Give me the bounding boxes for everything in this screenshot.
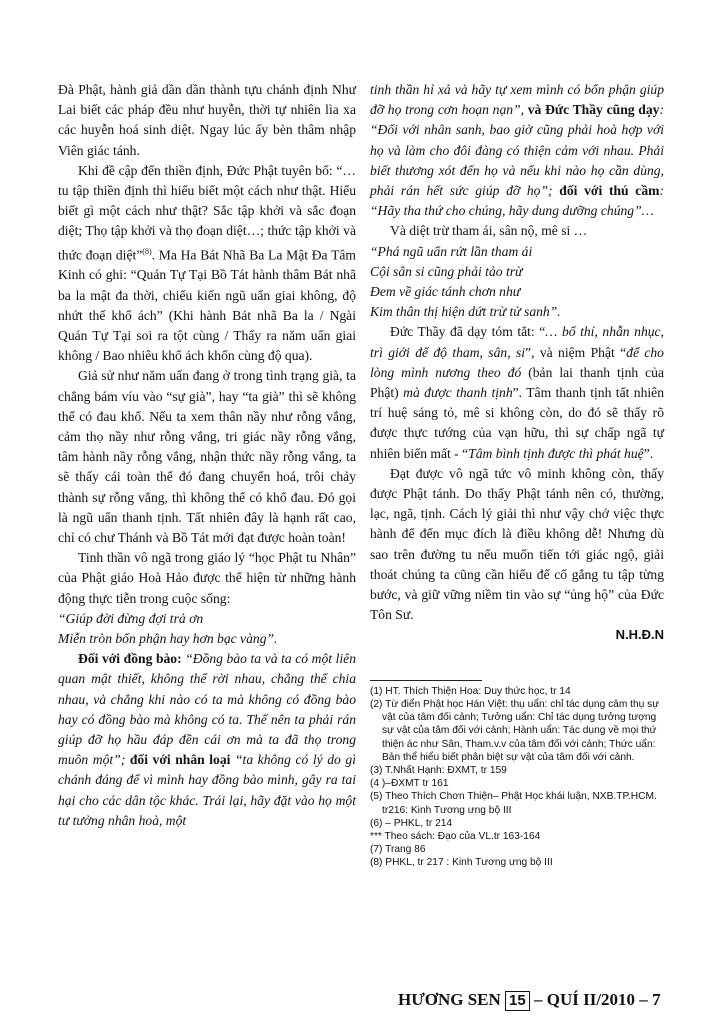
verse-line: Cội sân si cũng phải tảo trừ — [370, 263, 523, 279]
bold-text: và Đức Thầy cũng dạy — [524, 102, 660, 118]
text: ”, và niệm Phật “ — [525, 344, 627, 360]
verse-line: “Phá ngũ uẩn rứt lần tham ái — [370, 243, 533, 259]
text: Đức Thầy đã dạy tóm tắt: “ — [390, 324, 546, 340]
paragraph — [58, 161, 356, 367]
page-number: 7 — [652, 990, 661, 1009]
footnote-divider — [370, 680, 482, 681]
right-column — [370, 80, 664, 870]
paragraph: Đà Phật, hành giả dần dần thành tựu chánh định Như Lai biết các pháp đều như huyễn, thời tự nhiên lìa xa các huyễn hoá sinh diệt. Ngay lúc ấy bèn thâm nhập Viên giác tánh. — [58, 82, 356, 158]
paragraph: Giả sử như năm uẩn đang ở trong tình trạng già, ta chẳng bám víu vào “sự già”, hay “ta già” thì sẽ không thể có đau khổ. Nếu ta xem thân nầy như rỗng vắng, cảm thọ nầy như rỗng vắng, tri giác nầy rỗng vắng, tâm hành nầy rỗng vắng, nhận thức nầy rỗng vắng, ta sẽ thấy cái toàn thể đó đang chuyển hoá, trôi chảy thành sự rỗng vắng, thì không thể có khổ đau. Đó gọi là ngũ uẩn thanh tịnh. Tất nhiên đây là hạnh rất cao, chỉ có chư Thánh và Bồ Tát mới đạt được hoàn toàn! — [58, 368, 356, 545]
footnote-item: (3) T.Nhất Hạnh: ĐXMT, tr 159 — [370, 764, 507, 776]
text: Khi đề cập đến thiền định, Đức Phật tuyên bố: “… tu tập thiền định thì hiểu biết một cách như thật. Hiểu biết gì một cách như thật? Sắc tập khởi và sắc đoạn diệt; Thọ tập khởi và thọ đoạn diệt…; thức tập khởi và thức đoạn diệt” — [58, 162, 356, 263]
text: ”. Tâm thanh tịnh tất nhiên trí huệ sáng tỏ, mê si không còn, do đó sẽ thấy rõ được thực tướng của vạn hữu, thì sự chấp ngã tự nhiên biến mất - “ — [370, 385, 665, 461]
footnote-item: (1) HT. Thích Thiện Hoa: Duy thức học, tr 14 — [370, 685, 571, 697]
verse-line: Miễn tròn bổn phận hay hơn bạc vàng”. — [58, 631, 278, 647]
citation-mark: (8) — [142, 246, 152, 256]
italic-text: tinh thần hỉ xả và hãy tự xem mình có bổn phận giúp đỡ họ trong cơn hoạn nạn”, — [370, 82, 664, 118]
footnotes — [370, 685, 664, 870]
left-column — [58, 80, 356, 831]
paragraph: Tinh thần vô ngã trong giáo lý “học Phật tu Nhân” của Phật giáo Hoà Hảo được thể hiện từ những hành động thực tiễn trong cuộc sống: — [58, 550, 356, 606]
italic-text: : “Đối với nhân sanh, bao giờ cũng phải hoà hợp với họ và làm cho đôi đàng có thiện cảm với nhau. Phải biết thương xót đến họ và nếu khi nào họ cần dùng, phải rán hết sức giúp đỡ họ”; — [370, 102, 664, 199]
verse-line: “Giúp đời đừng đợi trả ơn — [58, 610, 204, 626]
italic-text: : “Hãy tha thứ cho chúng, hãy dung dưỡng chúng”… — [370, 183, 664, 219]
page-footer — [398, 990, 661, 1011]
paragraph: Đạt được vô ngã tức vô minh không còn, thấy được Phật tánh. Do thấy Phật tánh nên có, thường, lạc, ngã, tịnh. Cách lý giải thì như vậy chớ việc thực hành để đến mục đích là điều không dễ! Nhưng dù sao trên đường tu nếu muốn tiến tới giác ngộ, giải thoát chúng ta cũng cần hiểu để cố gắng tu tập từng bước, và giữ vững niềm tin vào sự “ủng hộ” của Đức Tôn Sư. — [370, 465, 664, 623]
footnote-item: (5) Theo Thích Chơn Thiện– Phật Học khái luận, NXB.TP.HCM. tr216: Kinh Tương ưng bộ III — [370, 791, 657, 816]
paragraph: Và diệt trừ tham ái, sân nộ, mê si … — [390, 223, 588, 239]
paragraph — [370, 80, 664, 221]
verse-line: Đem về giác tánh chơn như — [370, 284, 521, 300]
italic-text: mà được thanh tịnh — [403, 385, 513, 401]
bold-text: đối với nhân loại — [125, 752, 231, 768]
issue-number: 15 — [505, 991, 530, 1011]
paragraph — [58, 649, 356, 831]
footnote-item: (6) – PHKL, tr 214 — [370, 817, 453, 829]
text: ”. — [643, 445, 654, 461]
paragraph — [370, 322, 664, 463]
magazine-name: HƯƠNG SEN — [398, 990, 501, 1009]
footnote-item: (4 )–ĐXMT tr 161 — [370, 778, 449, 790]
footnote-item: *** Theo sách: Đạo của VL.tr 163-164 — [370, 830, 541, 842]
italic-text: “ta không có lý do gì chánh đáng để vì mình hay đồng bào mình, gây ra tai hại cho các dân tộc khác. Trái lại, hãy đặt vào họ một tư tưởng nhân hoà, một — [58, 752, 356, 828]
bold-text: đối với thú cầm — [552, 183, 660, 199]
verse-line: Kim thân thị hiện dứt trừ tử sanh”. — [370, 304, 561, 320]
italic-text: để cho lòng mình nương theo đó — [370, 344, 664, 380]
footnote-item: (8) PHKL, tr 217 : Kinh Tương ưng bộ III — [370, 857, 553, 869]
bold-text: Đối với đồng bào: — [78, 651, 182, 667]
italic-text: Tâm bình tịnh được thì phát huệ — [468, 445, 644, 461]
issue-quarter: – QUÍ II/2010 – — [533, 990, 648, 1009]
footnote-item: (7) Trang 86 — [370, 844, 426, 856]
text: (bản lai thanh tịnh của Phật) — [370, 364, 664, 401]
italic-text: “Đồng bào ta và ta có một liên quan mật thiết, không thể rời nhau, chẳng thể chia nhau, và chẳng khi nào có ta mà không có đồng bào hay có đồng bào mà không có ta. Thế nên ta phải rán giúp đỡ họ hầu đáp đền cái ơn mà ta đã thọ trong muôn một”; — [58, 651, 356, 768]
italic-text: … bố thí, nhẫn nhục, trì giới để độ tham, sân, si — [370, 324, 664, 360]
text: . Ma Ha Bát Nhã Ba La Mật Đa Tâm Kinh có ghi: “Quán Tự Tại Bồ Tát hành thâm Bát nhã ba la mật đa thời, chiếu kiến ngũ uẩn giai không, độ nhứt thế khổ ách” (Khi hành Bát nhã Ba la / Ngài Quán Tự Tại soi ra tột cùng / Thấy ra năm uẩn giai không / Bao nhiêu khổ ách khốn cùng độ qua). — [58, 247, 356, 364]
footnote-item: (2) Từ điển Phật học Hán Việt: thụ uẩn: chỉ tác dụng cảm thụ sự vật của tâm đối cảnh; Tưởng uẩn: Chỉ tác dụng tưởng tượng sự vật của tâm đối với cảnh; Hành uẩn: Tác dụng về mọi thứ thiện ác như Sân, Tham.v.v của tâm đối với cảnh; Thức uẩn: Bản thể hiểu biết phân biệt sự vật của tâm đối với cảnh. — [370, 698, 660, 763]
author-signature: N.H.Đ.N — [615, 627, 664, 643]
